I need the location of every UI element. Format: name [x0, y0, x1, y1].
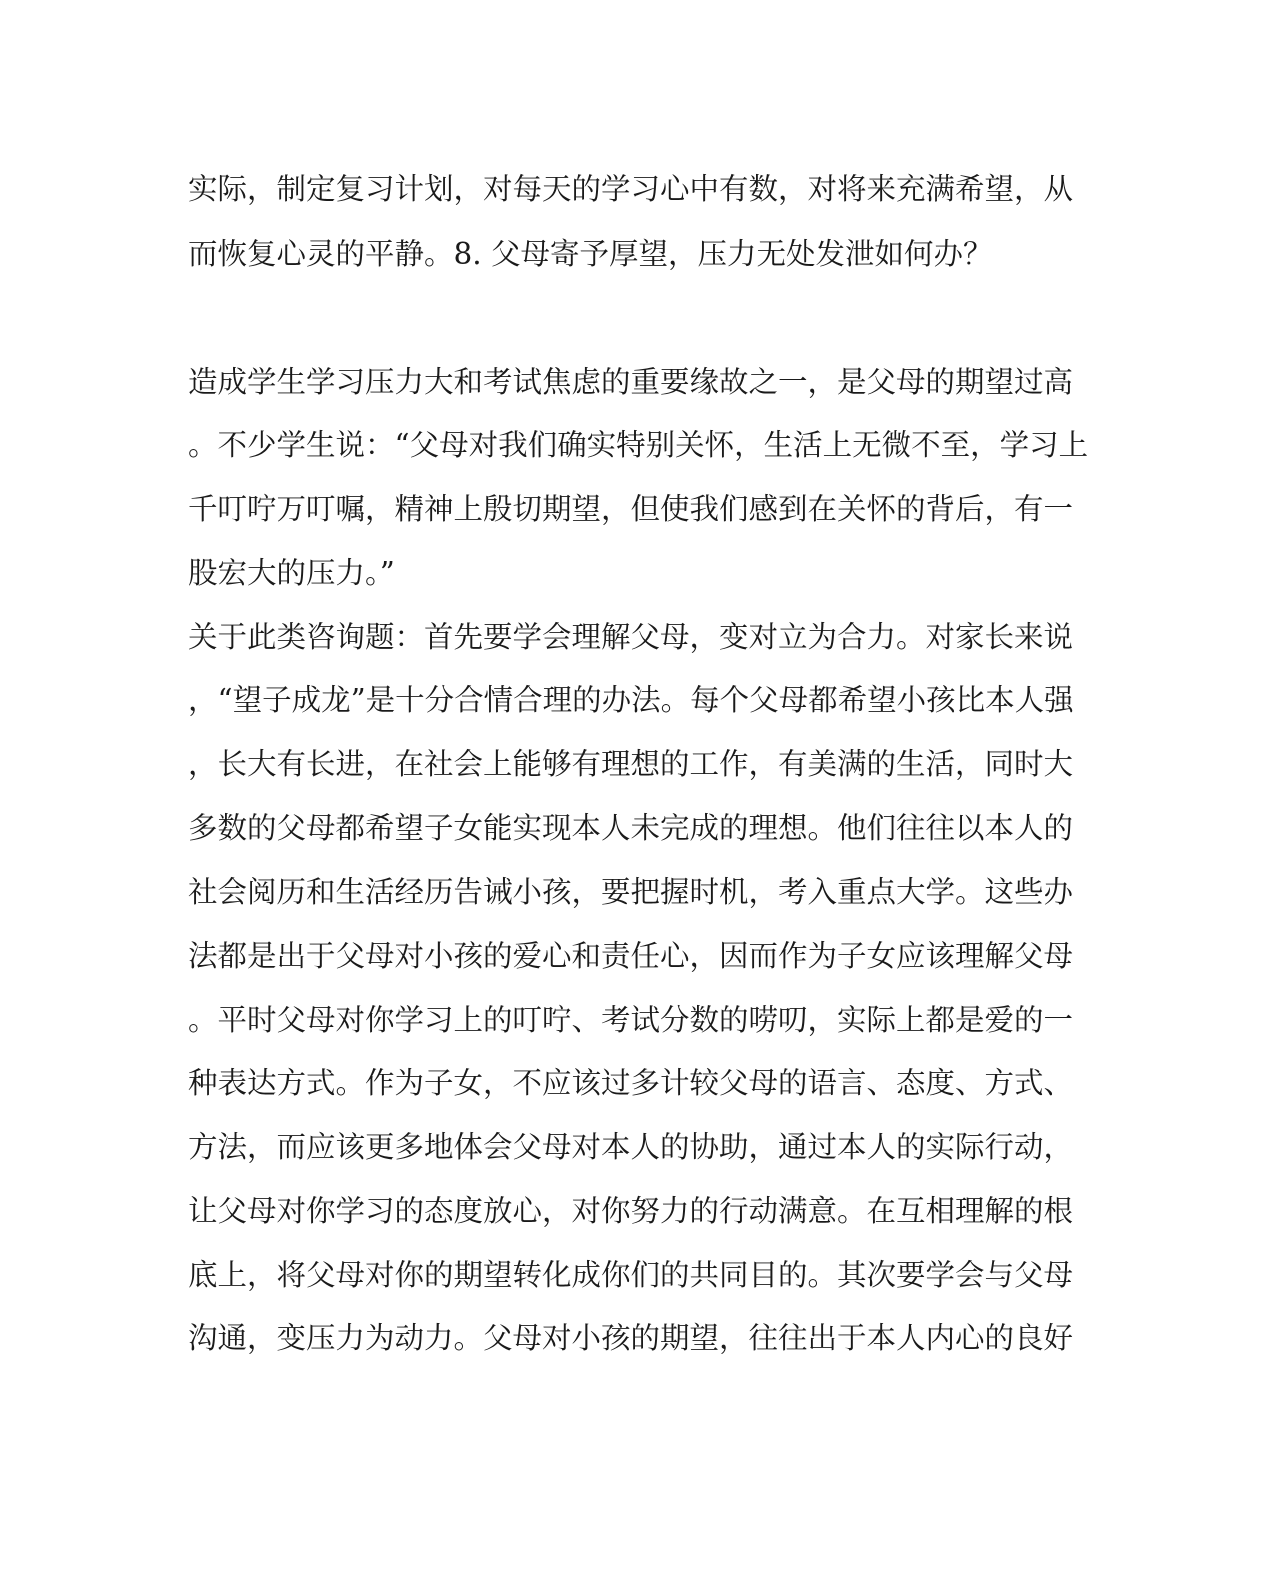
text-line: 股宏大的压力。” — [188, 556, 395, 590]
text-line: 让父母对你学习的态度放心，对你努力的行动满意。在互相理解的根 — [188, 1194, 1074, 1228]
text-line: 关于此类咨询题：首先要学会理解父母，变对立为合力。对家长来说 — [188, 620, 1074, 654]
text-line: 种表达方式。作为子女，不应该过多计较父母的语言、态度、方式、 — [188, 1066, 1074, 1100]
text-line: 方法，而应该更多地体会父母对本人的协助，通过本人的实际行动， — [188, 1130, 1074, 1164]
text-line: 底上，将父母对你的期望转化成你们的共同目的。其次要学会与父母 — [188, 1258, 1074, 1292]
text-line: 多数的父母都希望子女能实现本人未完成的理想。他们往往以本人的 — [188, 811, 1074, 845]
text-line: 造成学生学习压力大和考试焦虑的重要缘故之一，是父母的期望过高 — [188, 365, 1074, 399]
text-line: 而恢复心灵的平静。8. 父母寄予厚望，压力无处发泄如何办？ — [188, 237, 993, 271]
text-line: 实际，制定复习计划，对每天的学习心中有数，对将来充满希望，从 — [188, 172, 1074, 206]
text-line: 。平时父母对你学习上的叮咛、考试分数的唠叨，实际上都是爱的一 — [188, 1003, 1074, 1037]
text-line: ，“望子成龙”是十分合情合理的办法。每个父母都希望小孩比本人强 — [188, 683, 1074, 717]
text-line: 千叮咛万叮嘱，精神上殷切期望，但使我们感到在关怀的背后，有一 — [188, 492, 1074, 526]
text-line: 。不少学生说：“父母对我们确实特别关怀，生活上无微不至，学习上 — [188, 428, 1089, 462]
text-line: 沟通，变压力为动力。父母对小孩的期望，往往出于本人内心的良好 — [188, 1321, 1074, 1355]
text-line: 社会阅历和生活经历告诫小孩，要把握时机，考入重点大学。这些办 — [188, 875, 1074, 909]
text-line: ，长大有长进，在社会上能够有理想的工作，有美满的生活，同时大 — [188, 747, 1074, 781]
text-line: 法都是出于父母对小孩的爱心和责任心，因而作为子女应该理解父母 — [188, 939, 1074, 973]
